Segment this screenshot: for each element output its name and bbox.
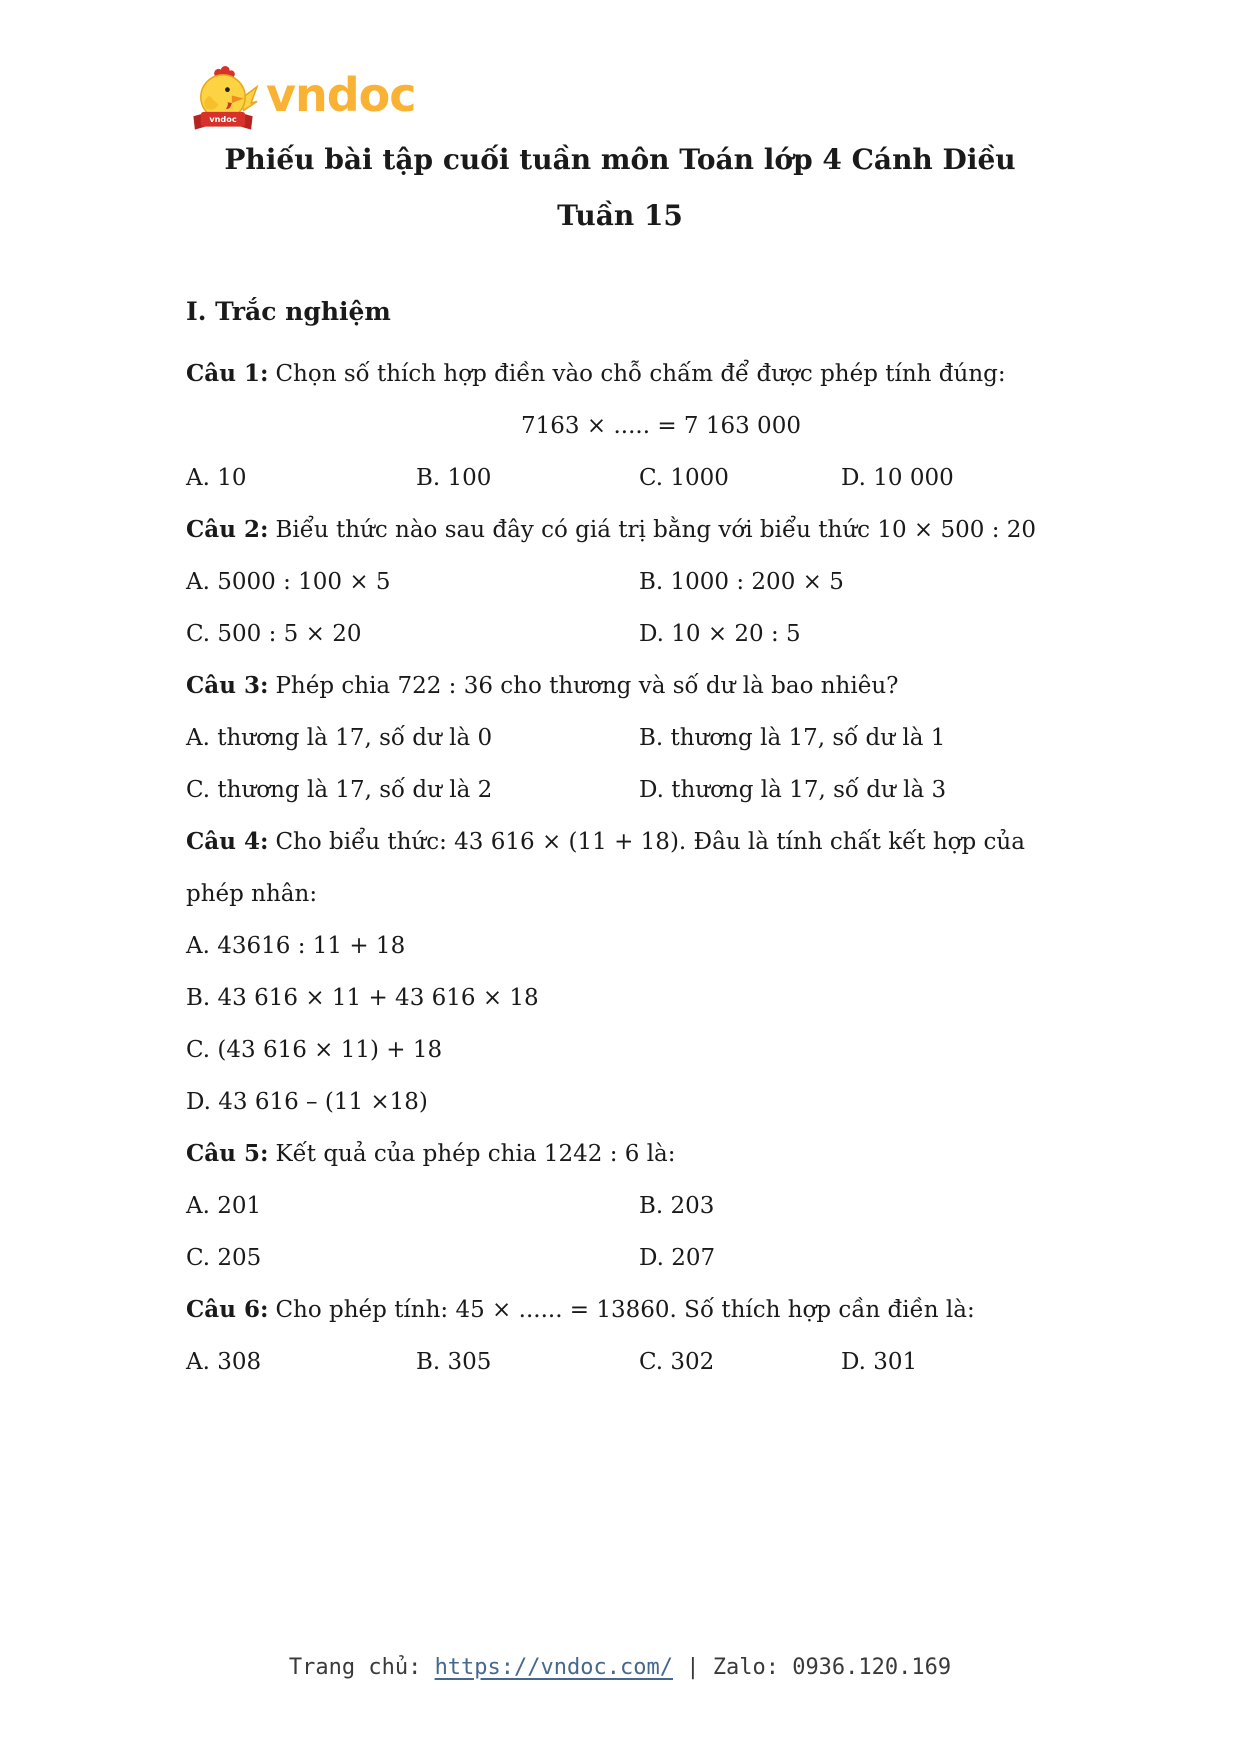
logo-banner-text: vndoc (209, 114, 237, 125)
option-a: A. 201 (186, 1193, 262, 1219)
question-3-text: Phép chia 722 : 36 cho thương và số dư là bao nhiêu? (275, 673, 899, 699)
option-a: A. 5000 : 100 × 5 (186, 569, 391, 595)
question-6-stem (186, 1284, 1136, 1336)
question-3-options-row-1 (186, 712, 1136, 764)
question-4-option-b: B. 43 616 × 11 + 43 616 × 18 (186, 985, 539, 1011)
vndoc-logo (186, 64, 416, 136)
option-b: B. 305 (416, 1349, 492, 1375)
option-c: C. 205 (186, 1245, 262, 1271)
question-2-text: Biểu thức nào sau đây có giá trị bằng với biểu thức 10 × 500 : 20 (275, 517, 1037, 543)
question-3-stem (186, 660, 1136, 712)
page-footer (0, 1652, 1240, 1684)
option-b: B. 203 (639, 1193, 715, 1219)
question-6-options (186, 1336, 1136, 1388)
page-title: Phiếu bài tập cuối tuần môn Toán lớp 4 Cánh Diều (224, 143, 1016, 176)
option-a: A. thương là 17, số dư là 0 (186, 725, 493, 751)
question-1-text: Chọn số thích hợp điền vào chỗ chấm để được phép tính đúng: (275, 361, 1006, 387)
question-1-options (186, 452, 1136, 504)
question-5-stem (186, 1128, 1136, 1180)
question-3-label: Câu 3: (186, 672, 269, 699)
option-b: B. 1000 : 200 × 5 (639, 569, 844, 595)
logo-brand-text: vndoc (266, 68, 416, 122)
option-c: C. thương là 17, số dư là 2 (186, 777, 493, 803)
question-4-option-d: D. 43 616 – (11 ×18) (186, 1089, 428, 1115)
option-b: B. thương là 17, số dư là 1 (639, 725, 946, 751)
question-2-stem (186, 504, 1136, 556)
question-1-label: Câu 1: (186, 360, 269, 387)
option-a: A. 308 (186, 1349, 262, 1375)
option-c: C. 500 : 5 × 20 (186, 621, 362, 647)
question-6-text: Cho phép tính: 45 × ...... = 13860. Số thích hợp cần điền là: (275, 1297, 975, 1323)
option-d: D. 207 (639, 1245, 716, 1271)
section-heading: I. Trắc nghiệm (186, 297, 391, 326)
question-4-option-c: C. (43 616 × 11) + 18 (186, 1037, 443, 1063)
option-d: D. 10 000 (841, 465, 954, 491)
option-d: D. thương là 17, số dư là 3 (639, 777, 947, 803)
question-5-label: Câu 5: (186, 1140, 269, 1167)
question-4-stem-continued: phép nhân: (186, 881, 318, 907)
option-c: C. 1000 (639, 465, 729, 491)
question-4-option-a: A. 43616 : 11 + 18 (186, 933, 406, 959)
question-2-options-row-1 (186, 556, 1136, 608)
question-1-equation: 7163 × ..... = 7 163 000 (521, 413, 801, 439)
option-d: D. 10 × 20 : 5 (639, 621, 801, 647)
question-2-label: Câu 2: (186, 516, 269, 543)
option-b: B. 100 (416, 465, 492, 491)
worksheet-body (186, 286, 1136, 1388)
home-page-link[interactable]: https://vndoc.com/ (434, 1655, 673, 1680)
option-d: D. 301 (841, 1349, 918, 1375)
question-4-stem (186, 816, 1136, 868)
question-5-text: Kết quả của phép chia 1242 : 6 là: (275, 1141, 676, 1167)
question-1-stem (186, 348, 1136, 400)
question-4-text-line-1: Cho biểu thức: 43 616 × (11 + 18). Đâu là tính chất kết hợp của (275, 829, 1025, 855)
page-subtitle: Tuần 15 (557, 199, 683, 232)
question-5-options-row-2 (186, 1232, 1136, 1284)
footer-home-label: Trang chủ: (288, 1655, 422, 1680)
question-5-options-row-1 (186, 1180, 1136, 1232)
option-c: C. 302 (639, 1349, 715, 1375)
question-4-label: Câu 4: (186, 828, 269, 855)
footer-zalo-label: | Zalo: 0936.120.169 (686, 1655, 952, 1680)
chicken-mascot-icon (186, 64, 260, 136)
question-3-options-row-2 (186, 764, 1136, 816)
option-a: A. 10 (186, 465, 247, 491)
question-2-options-row-2 (186, 608, 1136, 660)
question-6-label: Câu 6: (186, 1296, 269, 1323)
